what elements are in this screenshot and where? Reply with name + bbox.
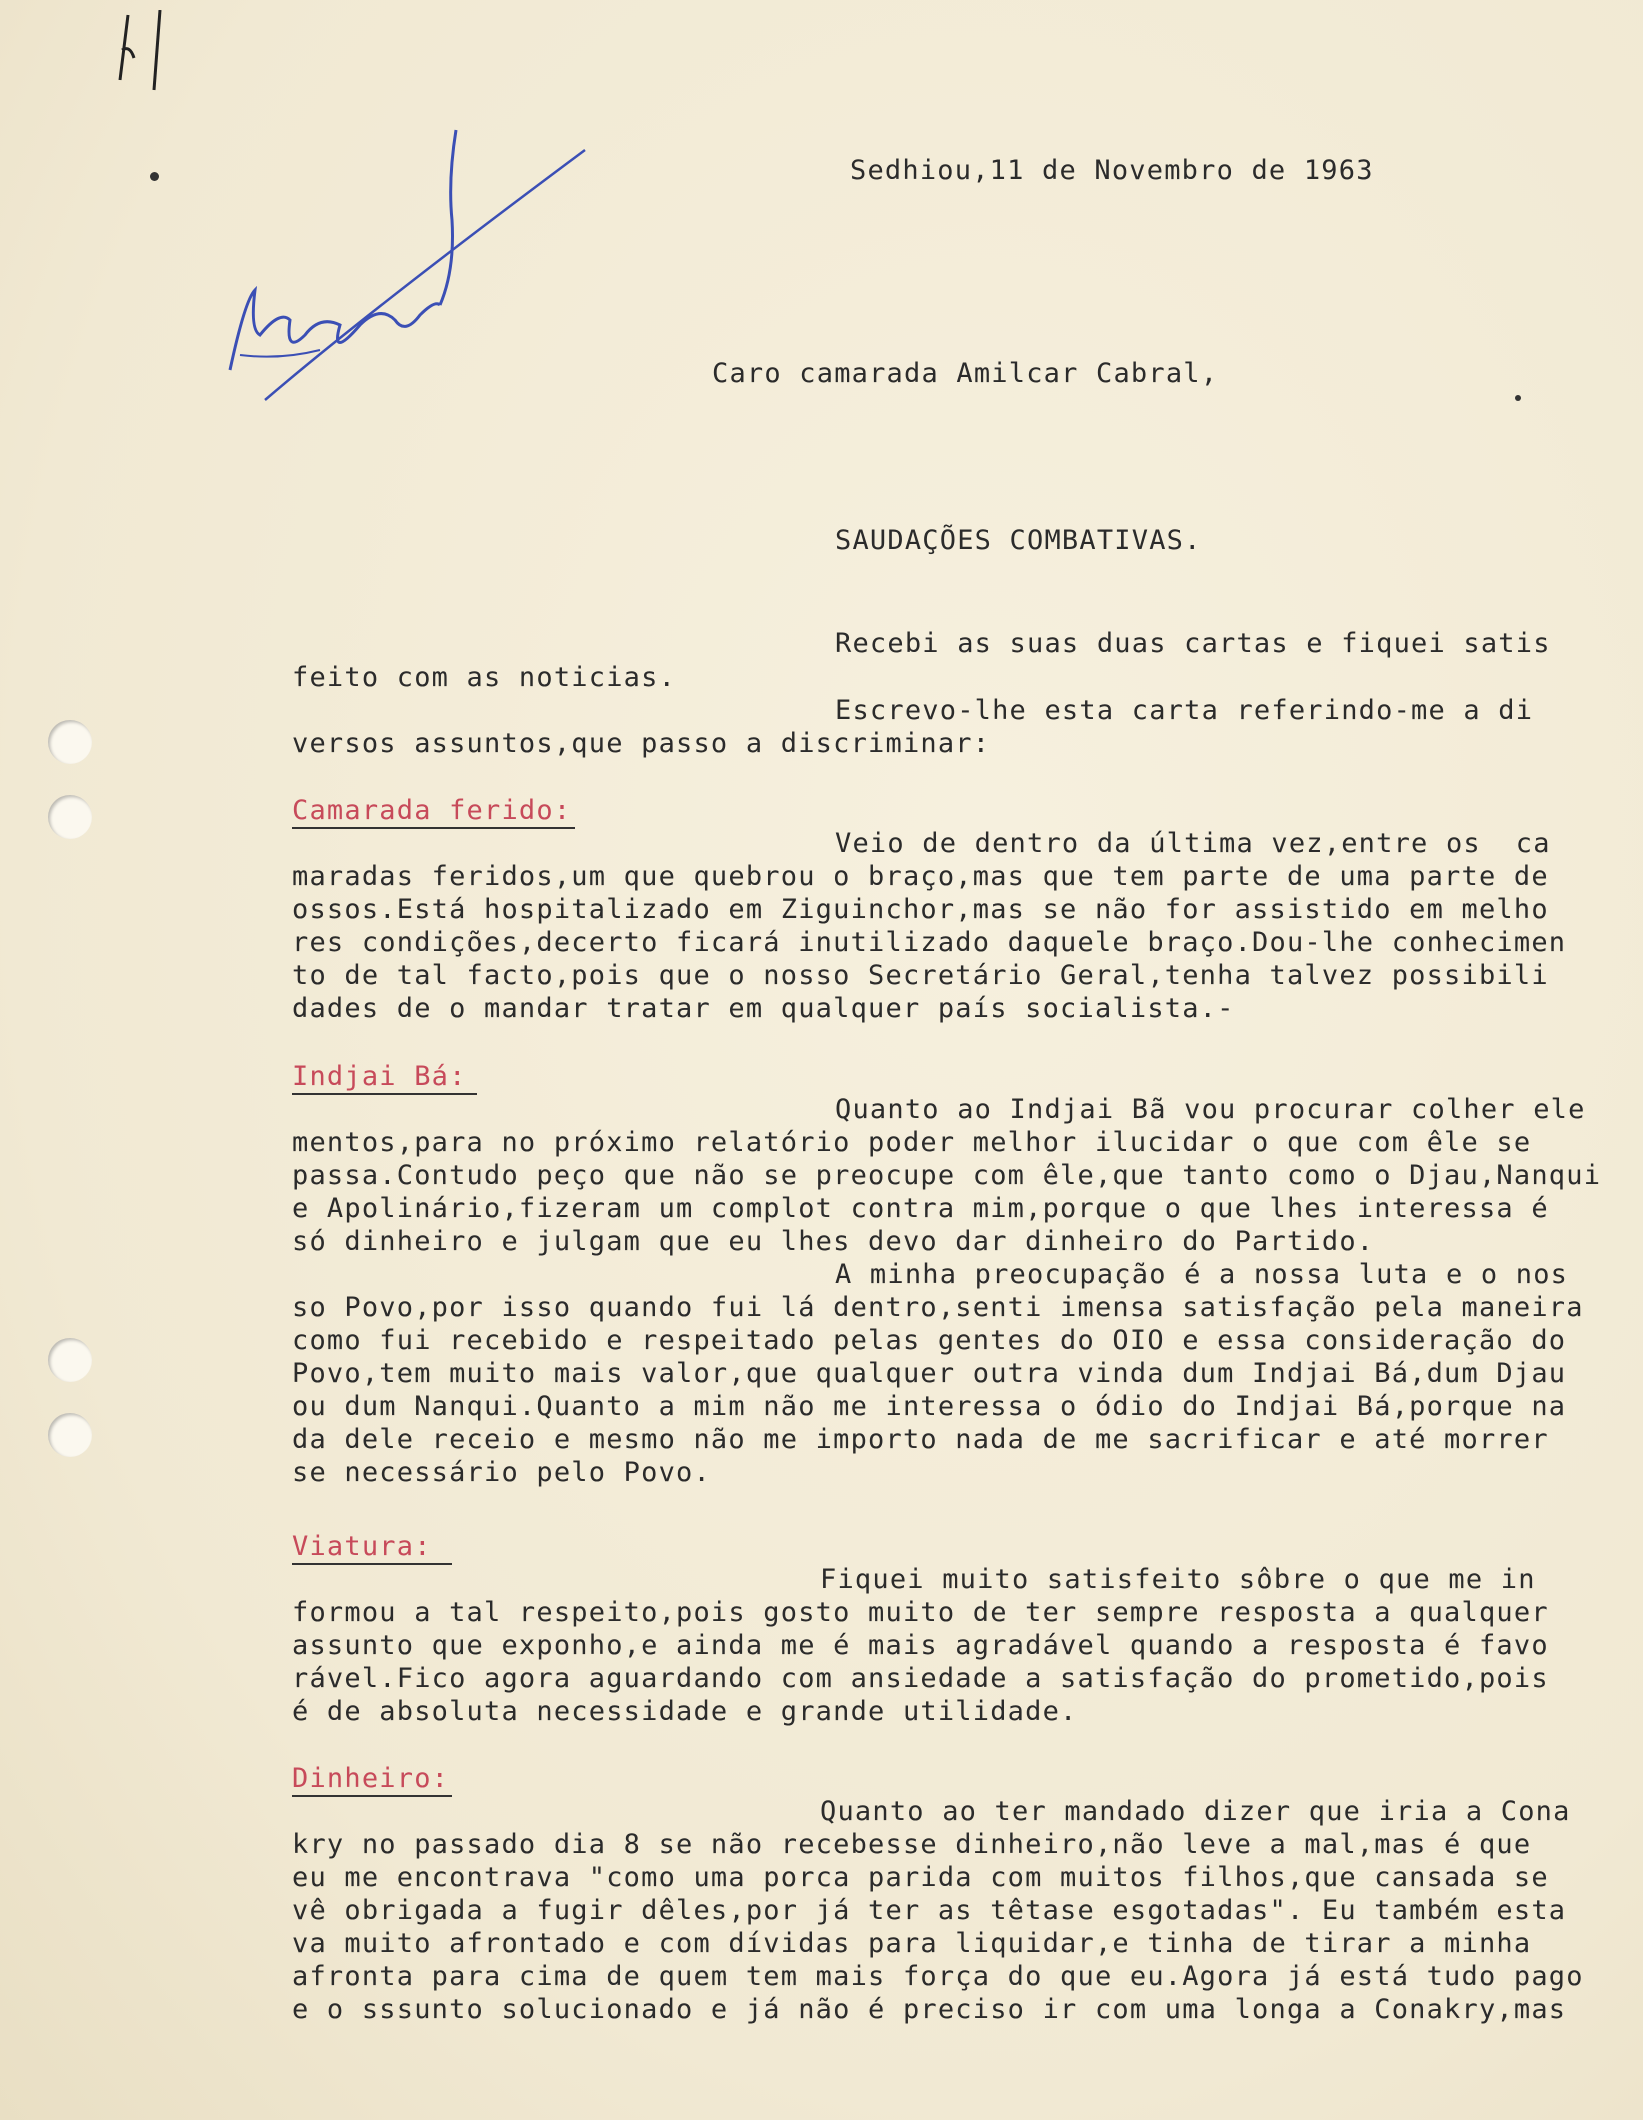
body-line: dades de o mandar tratar em qualquer país socialista.-: [292, 993, 1235, 1024]
intro-line: Escrevo-lhe esta carta referindo-me a di: [835, 695, 1534, 726]
body-line: ou dum Nanqui.Quanto a mim não me interessa o ódio do Indjai Bá,porque na: [292, 1391, 1567, 1422]
body-line: da dele receio e mesmo não me importo nada de me sacrificar e até morrer: [292, 1424, 1549, 1455]
date-line: Sedhiou,11 de Novembro de 1963: [850, 155, 1374, 186]
body-line: Quanto ao Indjai Bã vou procurar colher ele: [835, 1094, 1586, 1125]
body-line: Povo,tem muito mais valor,que qualquer outra vinda dum Indjai Bá,dum Djau: [292, 1358, 1567, 1389]
body-line: maradas feridos,um que quebrou o braço,mas que tem parte de uma parte de: [292, 861, 1549, 892]
body-line: Quanto ao ter mandado dizer que iria a Cona: [820, 1796, 1571, 1827]
body-line: Fiquei muito satisfeito sôbre o que me in: [820, 1564, 1536, 1595]
body-line: Veio de dentro da última vez,entre os ca: [835, 828, 1551, 859]
body-line: se necessário pelo Povo.: [292, 1457, 711, 1488]
punch-hole: [48, 1413, 92, 1457]
greeting: SAUDAÇÕES COMBATIVAS.: [835, 525, 1202, 556]
body-line: e o sssunto solucionado e já não é preciso ir com uma longa a Conakry,mas: [292, 1994, 1567, 2025]
body-line: mentos,para no próximo relatório poder melhor ilucidar o que com êle se: [292, 1127, 1532, 1158]
heading-underline: [292, 1093, 477, 1095]
ink-dot: [1515, 395, 1521, 401]
section-heading-dinheiro: Dinheiro:: [292, 1763, 450, 1794]
body-line: rável.Fico agora aguardando com ansiedade a satisfação do prometido,pois: [292, 1663, 1549, 1694]
body-line: vê obrigada a fugir dêles,por já ter as têtase esgotadas". Eu também esta: [292, 1895, 1567, 1926]
section-heading-indjai-ba: Indjai Bá:: [292, 1061, 467, 1092]
body-line: assunto que exponho,e ainda me é mais agradável quando a resposta é favo: [292, 1630, 1549, 1661]
handwritten-margin-mark: [110, 10, 190, 100]
body-line: passa.Contudo peço que não se preocupe com êle,que tanto como o Djau,Nanqui: [292, 1160, 1602, 1191]
punch-hole: [48, 1338, 92, 1382]
heading-underline: [292, 1795, 452, 1797]
body-line: e Apolinário,fizeram um complot contra mim,porque o que lhes interessa é: [292, 1193, 1549, 1224]
heading-underline: [292, 1563, 452, 1565]
body-line: so Povo,por isso quando fui lá dentro,senti imensa satisfação pela maneira: [292, 1292, 1584, 1323]
intro-line: versos assuntos,que passo a discriminar:: [292, 728, 991, 759]
body-line: to de tal facto,pois que o nosso Secretário Geral,tenha talvez possibili: [292, 960, 1549, 991]
body-line: kry no passado dia 8 se não recebesse dinheiro,não leve a mal,mas é que: [292, 1829, 1532, 1860]
body-line: va muito afrontado e com dívidas para liquidar,e tinha de tirar a minha: [292, 1928, 1532, 1959]
body-line: ossos.Está hospitalizado em Ziguinchor,mas se não for assistido em melho: [292, 894, 1549, 925]
intro-line: Recebi as suas duas cartas e fiquei satis: [835, 628, 1551, 659]
body-line: eu me encontrava "como uma porca parida com muitos filhos,que cansada se: [292, 1862, 1549, 1893]
body-line: é de absoluta necessidade e grande utilidade.: [292, 1696, 1078, 1727]
section-heading-viatura: Viatura:: [292, 1531, 432, 1562]
handwritten-signature: [220, 120, 600, 410]
body-line: só dinheiro e julgam que eu lhes devo dar dinheiro do Partido.: [292, 1226, 1375, 1257]
salutation: Caro camarada Amilcar Cabral,: [712, 358, 1219, 389]
body-line: res condições,decerto ficará inutilizado daquele braço.Dou-lhe conhecimen: [292, 927, 1567, 958]
body-line: como fui recebido e respeitado pelas gentes do OIO e essa consideração do: [292, 1325, 1567, 1356]
intro-line: feito com as noticias.: [292, 662, 677, 693]
body-line: afronta para cima de quem tem mais força do que eu.Agora já está tudo pago: [292, 1961, 1584, 1992]
punch-hole: [48, 795, 92, 839]
heading-underline: [292, 827, 575, 829]
body-line: formou a tal respeito,pois gosto muito de ter sempre resposta a qualquer: [292, 1597, 1549, 1628]
punch-hole: [48, 720, 92, 764]
section-heading-camarada-ferido: Camarada ferido:: [292, 795, 572, 826]
body-line: A minha preocupação é a nossa luta e o nos: [835, 1259, 1569, 1290]
ink-dot: [150, 172, 159, 181]
